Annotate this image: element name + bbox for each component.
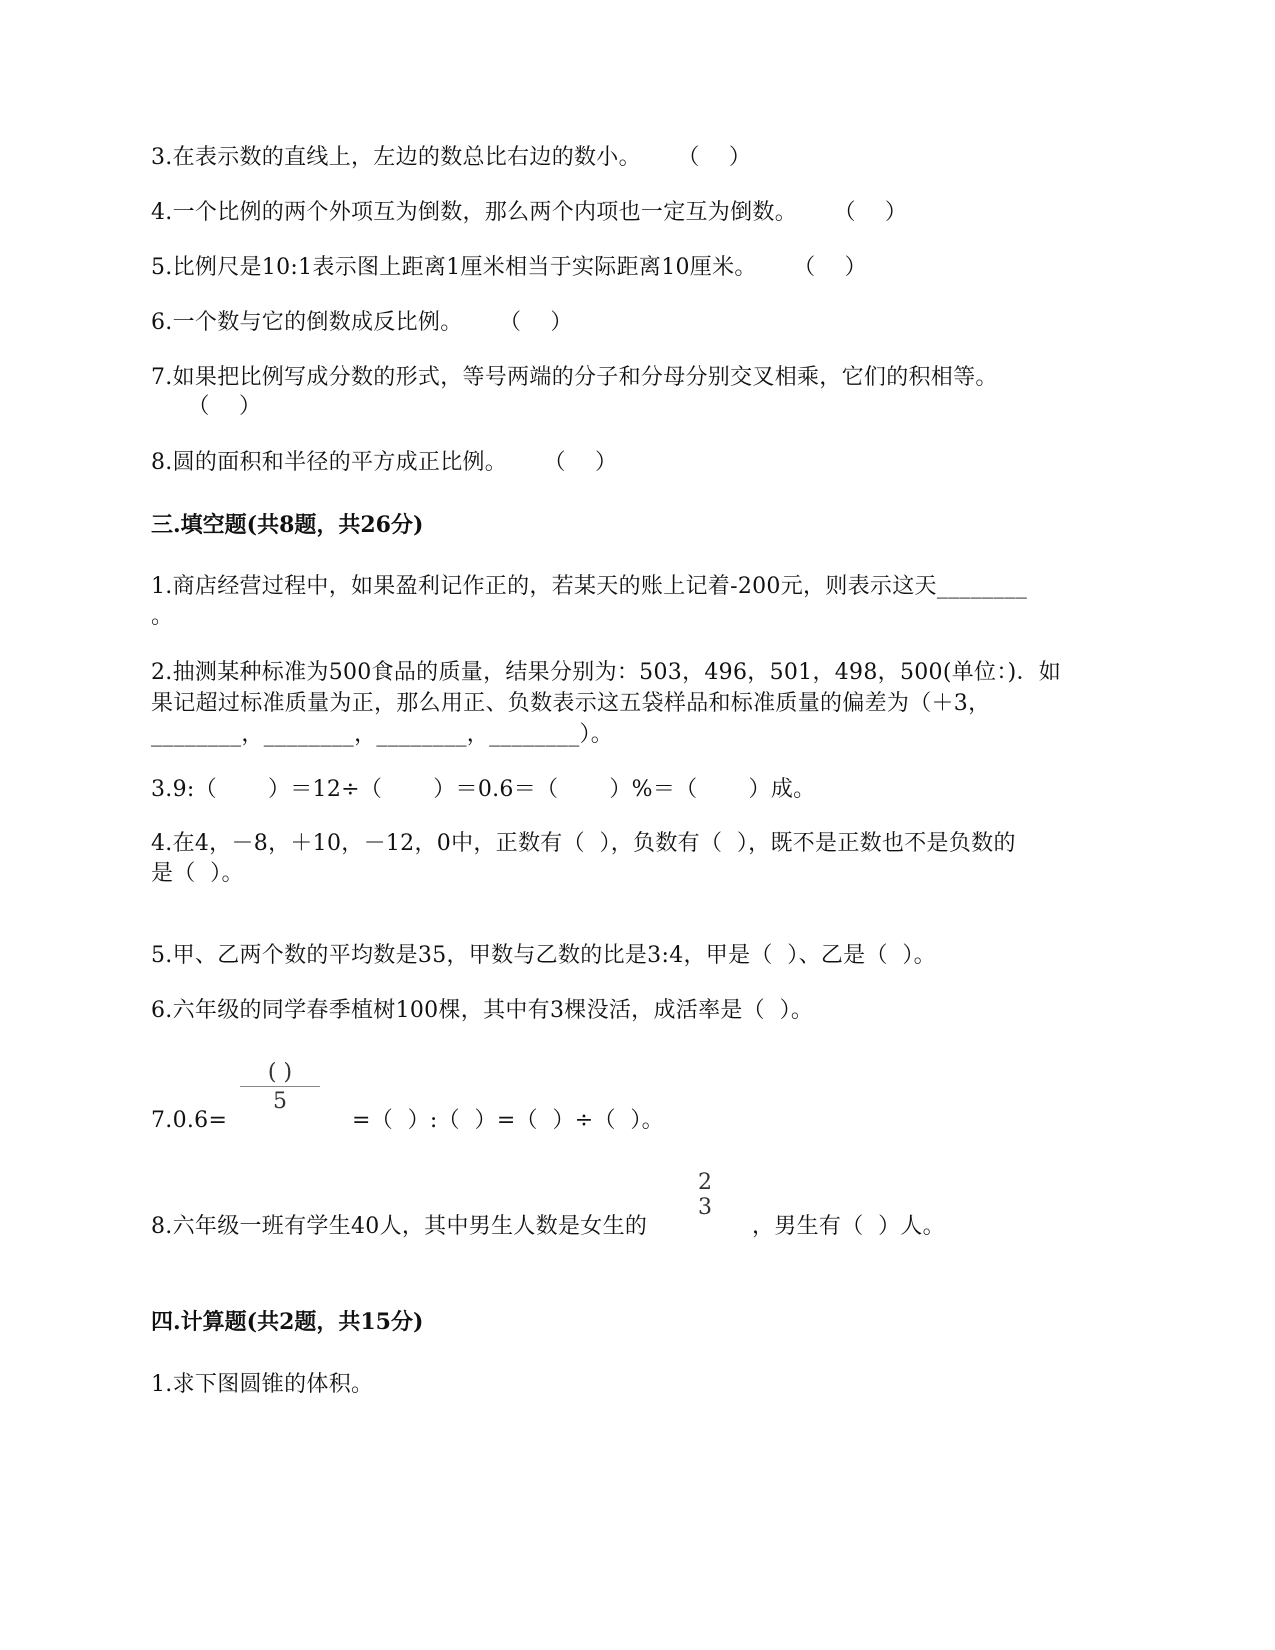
fill-q4-line1: 4.在4，－8，＋10，－12，0中，正数有（ ），负数有（ ），既不是正数也不是负数的: [151, 831, 1016, 856]
fill-q5: 5.甲、乙两个数的平均数是35，甲数与乙数的比是3:4，甲是（ ）、乙是（ ）。: [151, 943, 936, 968]
fill-q7-fraction: [240, 1060, 320, 1114]
judge-item-7: 7.如果把比例写成分数的形式，等号两端的分子和分母分别交叉相乘，它们的积相等。: [151, 365, 998, 390]
fill-q8-prefix: 8.六年级一班有学生40人，其中男生人数是女生的: [151, 1214, 648, 1239]
fraction-denominator: 5: [273, 1089, 287, 1114]
fill-q7-suffix: =（ ）:（ ）=（ ）÷（ ）。: [352, 1108, 664, 1133]
section-4-heading: 四.计算题(共2题，共15分): [151, 1309, 424, 1335]
fraction-numerator: ( ): [267, 1060, 293, 1085]
judge-item-6: 6.一个数与它的倒数成反比例。 （ ）: [151, 310, 573, 335]
fraction-bar: [240, 1086, 320, 1087]
fill-q2-line1: 2.抽测某种标准为500食品的质量，结果分别为：503，496，501，498，500(单位：)．如: [151, 660, 1062, 685]
fill-q6: 6.六年级的同学春季植树100棵，其中有3棵没活，成活率是（ ）。: [151, 998, 814, 1023]
judge-item-5: 5.比例尺是10:1表示图上距离1厘米相当于实际距离10厘米。 （ ）: [151, 255, 867, 280]
fill-q4-line2: 是（ ）。: [151, 861, 244, 886]
fill-q1-line1: 1.商店经营过程中，如果盈利记作正的，若某天的账上记着-200元，则表示这天________: [151, 574, 1028, 599]
fill-q1-line2: 。: [151, 604, 174, 629]
fill-q7-prefix: 7.0.6=: [151, 1108, 228, 1133]
fill-q8-suffix: ，男生有（ ）人。: [752, 1214, 945, 1239]
judge-item-8: 8.圆的面积和半径的平方成正比例。 （ ）: [151, 450, 618, 475]
judge-item-7-answer: （ ）: [151, 394, 262, 419]
fraction-numerator: 2: [698, 1170, 712, 1195]
fill-q3: 3.9:（ ）＝12÷（ ）＝0.6＝（ ）%＝（ ）成。: [151, 777, 816, 802]
section-3-heading: 三.填空题(共8题，共26分): [151, 512, 424, 538]
fill-q2-line2: 果记超过标准质量为正，那么用正、负数表示这五袋样品和标准质量的偏差为（＋3，: [151, 691, 991, 716]
calc-q1: 1.求下图圆锥的体积。: [151, 1372, 374, 1397]
fill-q2-line3: ________，________，________，________）。: [151, 722, 614, 747]
fraction-denominator: 3: [698, 1195, 712, 1220]
fill-q8-fraction: [690, 1170, 720, 1220]
judge-item-3: 3.在表示数的直线上，左边的数总比右边的数小。 （ ）: [151, 145, 752, 170]
judge-item-4: 4.一个比例的两个外项互为倒数，那么两个内项也一定互为倒数。 （ ）: [151, 200, 908, 225]
